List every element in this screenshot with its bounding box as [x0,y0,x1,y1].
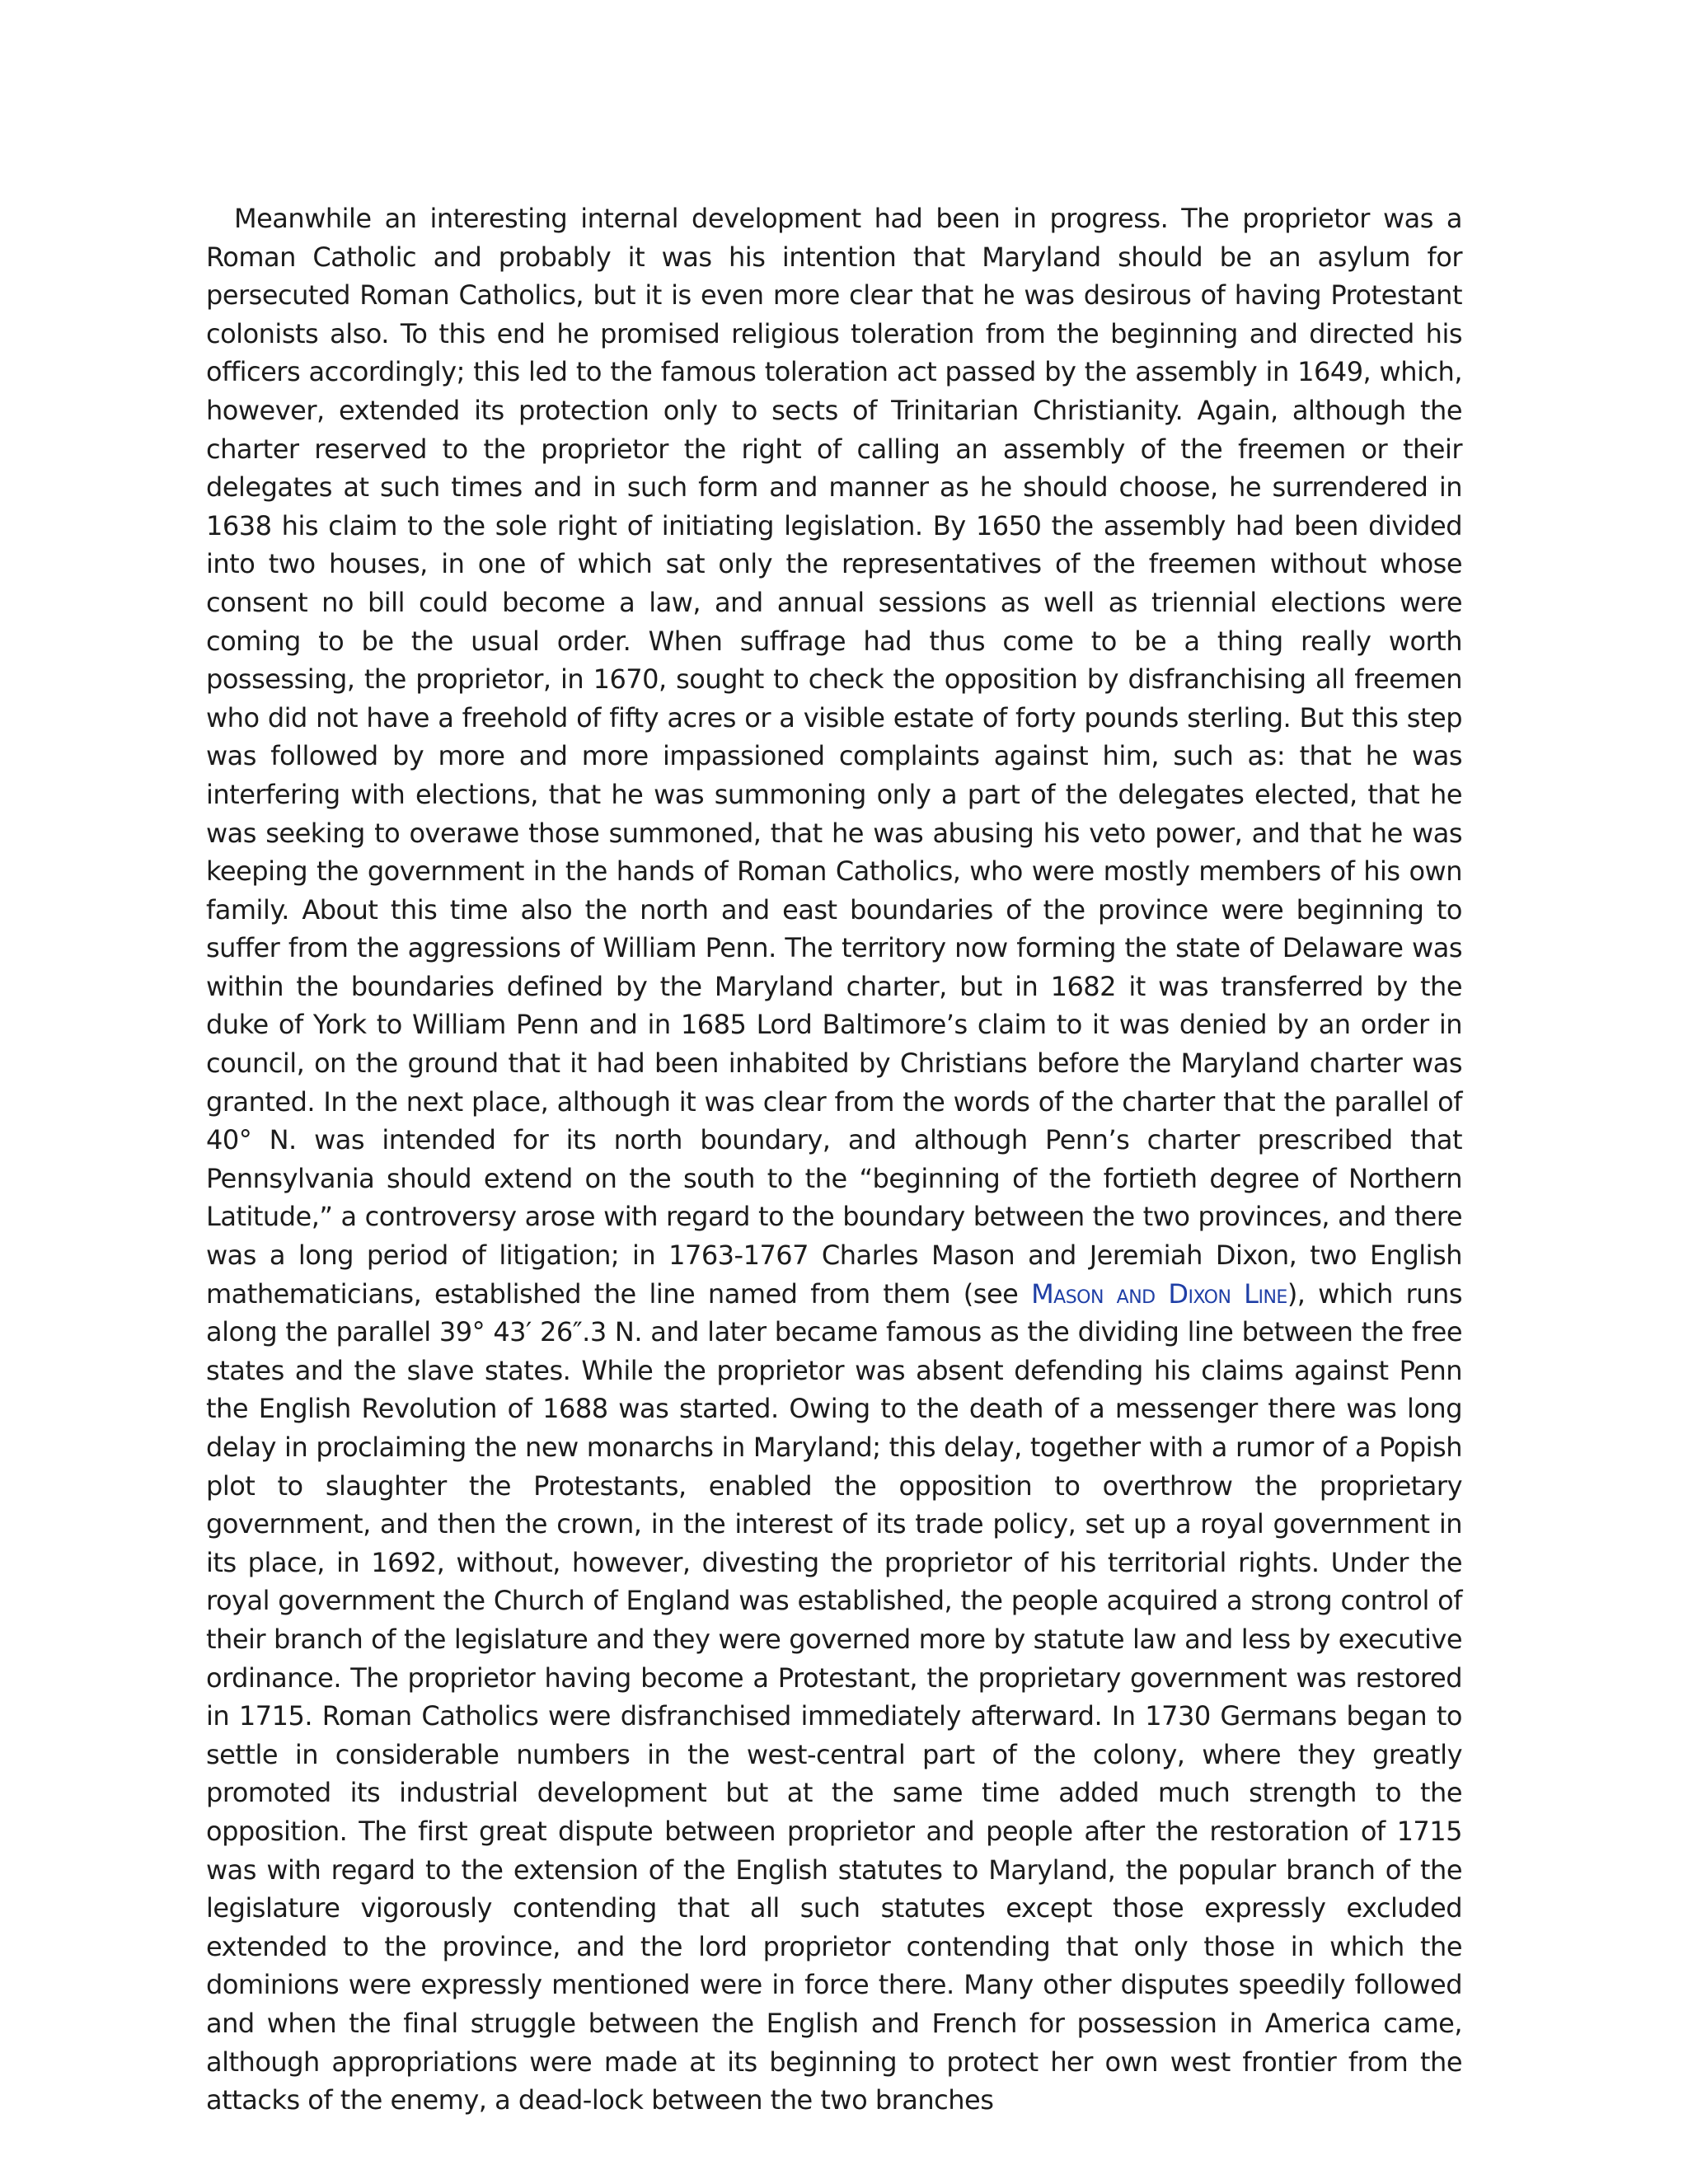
document-page [206,199,1462,2120]
paragraph-text-before-link: Meanwhile an interesting internal development had been in progress. The proprietor was a Roman Catholic and probably it was his intention that Maryland should be an asylum for persecuted Roman Catholics, but it is even more clear that he was desirous of having Protestant colonists also. To this end he promised religious toleration from the beginning and directed his officers accordingly; this led to the famous toleration act passed by the assembly in 1649, which, however, extended its protection only to sects of Trinitarian Christianity. Again, although the charter reserved to the proprietor the right of calling an assembly of the freemen or their delegates at such times and in such form and manner as he should choose, he surrendered in 1638 his claim to the sole right of initiating legislation. By 1650 the assembly had been divided into two houses, in one of which sat only the representatives of the freemen without whose consent no bill could become a law, and annual sessions as well as triennial elections were coming to be the usual order. When suffrage had thus come to be a thing really worth possessing, the proprietor, in 1670, sought to check the opposition by disfranchising all freemen who did not have a freehold of fifty acres or a visible estate of forty pounds sterling. But this step was followed by more and more impassioned complaints against him, such as: that he was interfering with elections, that he was summoning only a part of the delegates elected, that he was seeking to overawe those summoned, that he was abusing his veto power, and that he was keeping the government in the hands of Roman Catholics, who were mostly members of his own family. About this time also the north and east boundaries of the province were beginning to suffer from the aggressions of William Penn. The territory now forming the state of Delaware was within the boundaries defined by the Maryland charter, but in 1682 it was transferred by the duke of York to William Penn and in 1685 Lord Baltimore’s claim to it was denied by an order in council, on the ground that it had been inhabited by Christians before the Maryland charter was granted. In the next place, although it was clear from the words of the charter that the parallel of 40° N. was intended for its north boundary, and although Penn’s charter prescribed that Pennsylvania should extend on the south to the “beginning of the fortieth degree of Northern Latitude,” a controversy arose with regard to the boundary between the two provinces, and there was a long period of litigation; in 1763-1767 Charles Mason and Jeremiah Dixon, two English mathematicians, established the line named from them (see [206,203,1462,1310]
mason-dixon-line-link[interactable]: Mason and Dixon Line [1031,1277,1287,1310]
paragraph-text-after-link: ), which runs along the parallel 39° 43′ 26″.3 N. and later became famous as the dividing line between the free states and the slave states. While the proprietor was absent defending his claims against Penn the English Revolution of 1688 was started. Owing to the death of a messenger there was long delay in proclaiming the new monarchs in Maryland; this delay, together with a rumor of a Popish plot to slaughter the Protestants, enabled the opposition to overthrow the proprietary government, and then the crown, in the interest of its trade policy, set up a royal government in its place, in 1692, without, however, divesting the proprietor of his territorial rights. Under the royal government the Church of England was established, the people acquired a strong control of their branch of the legislature and they were governed more by statute law and less by executive ordinance. The proprietor having become a Protestant, the proprietary government was restored in 1715. Roman Catholics were disfranchised immediately afterward. In 1730 Germans began to settle in considerable numbers in the west-central part of the colony, where they greatly promoted its industrial development but at the same time added much strength to the opposition. The first great dispute between proprietor and people after the restoration of 1715 was with regard to the extension of the English statutes to Maryland, the popular branch of the legislature vigorously contending that all such statutes except those expressly excluded extended to the province, and the lord proprietor contending that only those in which the dominions were expressly mentioned were in force there. Many other disputes speedily followed and when the final struggle between the English and French for possession in America came, although appropriations were made at its beginning to protect her own west frontier from the attacks of the enemy, a dead-lock between the two branches [206,1277,1463,2116]
body-paragraph [206,199,1462,2120]
